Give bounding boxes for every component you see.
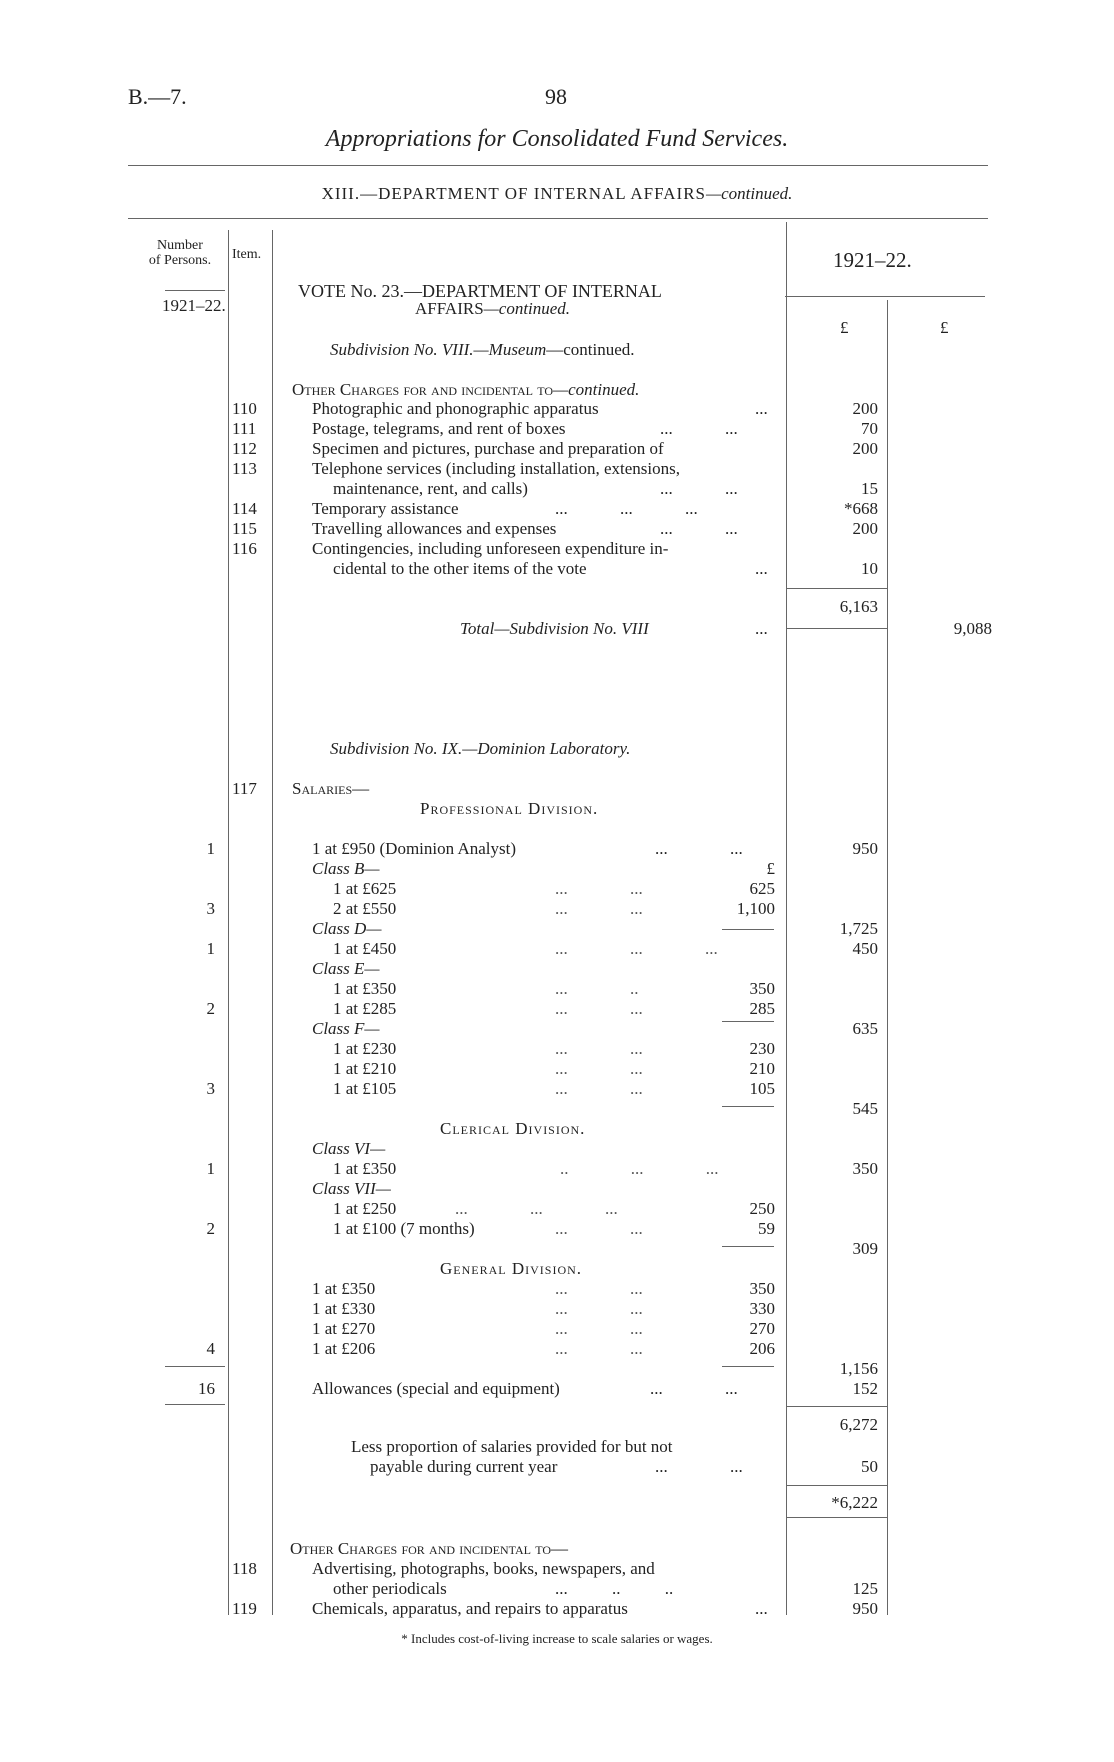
item-text: Advertising, photographs, books, newspapers, and: [312, 1559, 655, 1578]
salary-inner-amount: 250: [749, 1199, 775, 1218]
item-amount: 200: [852, 519, 878, 538]
page-number: 98: [545, 84, 567, 109]
dots: ...: [755, 559, 768, 578]
dots: ... .. ..: [555, 1579, 674, 1598]
class-b-total: 1,725: [839, 919, 878, 938]
class-e-heading: Class E—: [312, 959, 380, 978]
allowances-line: Allowances (special and equipment): [312, 1379, 560, 1398]
item-amount: 10: [861, 559, 878, 578]
dots: ... ...: [555, 1319, 643, 1338]
salary-inner-amount: 350: [749, 1279, 775, 1298]
document-ref: B.—7.: [128, 84, 187, 109]
less-line: Less proportion of salaries provided for but not: [351, 1437, 673, 1456]
pound-symbol-1: £: [840, 318, 849, 337]
item-amount: 950: [852, 1599, 878, 1618]
vote-title-line2: AFFAIRS—continued.: [415, 299, 571, 318]
item-header: Item.: [232, 247, 262, 262]
salary-inner-amount: 230: [749, 1039, 775, 1058]
dots: ... ...: [555, 1059, 643, 1078]
net-total-rule: [786, 1485, 887, 1486]
class-d-heading: Class D—: [312, 919, 382, 938]
less-amount: 50: [861, 1457, 878, 1476]
col-rule-persons: [228, 230, 229, 1615]
subdivision-8-total: 9,088: [953, 619, 992, 638]
item-number: 116: [232, 539, 257, 558]
salary-line: 1 at £250: [333, 1199, 397, 1218]
pound-symbol-2: £: [940, 318, 949, 337]
persons-header-rule: [165, 290, 225, 291]
item-amount: 15: [861, 479, 878, 498]
item-number: 115: [232, 519, 257, 538]
dots: ... ...: [655, 839, 743, 858]
item-text: Temporary assistance: [312, 499, 459, 518]
dots: ... ...: [660, 519, 738, 538]
dots: ... ...: [555, 1039, 643, 1058]
item-text: Photographic and phonographic apparatus: [312, 399, 599, 418]
class-e-total: 635: [852, 1019, 878, 1038]
table-top-rule: [128, 218, 988, 219]
col-rule-amount: [887, 300, 888, 1615]
salary-amount: 450: [852, 939, 878, 958]
department-heading: XIII.—DEPARTMENT OF INTERNAL AFFAIRS—continued.: [321, 184, 793, 203]
salary-inner-amount: 1,100: [736, 899, 775, 918]
persons-count: 1: [206, 839, 215, 858]
persons-count: 2: [206, 999, 215, 1018]
salary-inner-amount: 210: [749, 1059, 775, 1078]
item-number: 119: [232, 1599, 257, 1618]
salary-line: 1 at £285: [333, 999, 397, 1018]
item-text-cont: other periodicals: [333, 1579, 447, 1598]
salary-inner-amount: 625: [749, 879, 775, 898]
salary-inner-amount: 330: [749, 1299, 775, 1318]
subdivision-8-title: Subdivision No. VIII.—Museum—continued.: [330, 340, 635, 359]
item-text-cont: maintenance, rent, and calls): [333, 479, 528, 498]
subtotal-rule-2: [786, 628, 887, 629]
persons-total: 16: [198, 1379, 215, 1398]
inner-total-rule: [722, 929, 774, 930]
salaries-gross-total: 6,272: [839, 1415, 878, 1434]
inner-total-rule: [722, 1246, 774, 1247]
class-vii-total: 309: [852, 1239, 878, 1258]
salary-inner-amount: 59: [758, 1219, 775, 1238]
item-amount: 70: [861, 419, 878, 438]
dots: ...: [755, 619, 768, 638]
clerical-division-heading: Clerical Division.: [440, 1119, 586, 1138]
salary-line: 1 at £350: [333, 1159, 397, 1178]
subdivision-8-total-label: Total—Subdivision No. VIII: [460, 619, 649, 638]
salary-line: 1 at £210: [333, 1059, 397, 1078]
salary-line: 1 at £270: [312, 1319, 376, 1338]
item-number: 111: [232, 419, 257, 438]
item-text: Specimen and pictures, purchase and preparation of: [312, 439, 664, 458]
persons-count: 1: [206, 1159, 215, 1178]
salary-line: 1 at £350: [312, 1279, 376, 1298]
salary-line: 1 at £625: [333, 879, 397, 898]
item-text: Postage, telegrams, and rent of boxes: [312, 419, 566, 438]
dots: ... ...: [555, 879, 643, 898]
dots: ... ... ...: [555, 499, 698, 518]
salary-line: 1 at £450: [333, 939, 397, 958]
persons-count: 1: [206, 939, 215, 958]
salary-inner-amount: 350: [749, 979, 775, 998]
persons-count: 3: [206, 899, 215, 918]
salary-line: 1 at £950 (Dominion Analyst): [312, 839, 516, 858]
salary-line: 2 at £550: [333, 899, 397, 918]
item-amount: 200: [852, 439, 878, 458]
persons-count: 2: [206, 1219, 215, 1238]
other-charges-heading: Other Charges for and incidental to—continued.: [292, 380, 640, 399]
general-division-heading: General Division.: [440, 1259, 583, 1278]
class-f-heading: Class F—: [312, 1019, 380, 1038]
subdivision-8-subtotal: 6,163: [839, 597, 878, 616]
item-number: 113: [232, 459, 257, 478]
dots: ... ...: [555, 1339, 643, 1358]
item-text-cont: cidental to the other items of the vote: [333, 559, 587, 578]
salaries-total-rule: [786, 1406, 887, 1407]
salaries-net-total: *6,222: [831, 1493, 878, 1512]
other-charges-heading-9: Other Charges for and incidental to—: [290, 1539, 569, 1558]
year-header: 1921–22.: [833, 248, 912, 272]
item-number: 117: [232, 779, 257, 798]
persons-count: 4: [206, 1339, 215, 1358]
footnote: * Includes cost-of-living increase to scale salaries or wages.: [401, 1631, 713, 1646]
persons-total-rule: [165, 1404, 225, 1405]
persons-count: 3: [206, 1079, 215, 1098]
year-header-rule: [785, 296, 985, 297]
dots: ... ..: [555, 979, 639, 998]
item-number: 112: [232, 439, 257, 458]
persons-header: Number of Persons.: [148, 238, 212, 268]
salary-line: 1 at £330: [312, 1299, 376, 1318]
page-title: Appropriations for Consolidated Fund Services.: [325, 126, 789, 152]
dots: ... ...: [660, 419, 738, 438]
dots: ... ...: [555, 1219, 643, 1238]
salary-line: 1 at £206: [312, 1339, 376, 1358]
item-number: 110: [232, 399, 257, 418]
dots: ... ...: [555, 1299, 643, 1318]
net-total-rule-2: [786, 1517, 887, 1518]
item-number: 114: [232, 499, 257, 518]
salaries-heading: Salaries—: [292, 779, 370, 798]
dots: ... ... ...: [455, 1199, 618, 1218]
dots: ... ...: [650, 1379, 738, 1398]
item-amount: *668: [844, 499, 878, 518]
salary-inner-amount: 270: [749, 1319, 775, 1338]
dots: ... ...: [555, 999, 643, 1018]
salary-amount: 950: [852, 839, 878, 858]
header-rule: [128, 165, 988, 166]
item-text: Chemicals, apparatus, and repairs to apparatus: [312, 1599, 628, 1618]
salary-line: 1 at £100 (7 months): [333, 1219, 475, 1238]
dots: ... ...: [655, 1457, 743, 1476]
item-amount: 125: [852, 1579, 878, 1598]
dots: ... ... ...: [555, 939, 718, 958]
salary-inner-amount: 285: [749, 999, 775, 1018]
salary-line: 1 at £350: [333, 979, 397, 998]
salary-line: 1 at £105: [333, 1079, 397, 1098]
salary-inner-amount: 105: [749, 1079, 775, 1098]
class-b-heading: Class B—: [312, 859, 380, 878]
dots: ... ...: [555, 1079, 643, 1098]
dots: .. ... ...: [560, 1159, 719, 1178]
allowances-amount: 152: [852, 1379, 878, 1398]
item-text: Telephone services (including installation, extensions,: [312, 459, 680, 478]
inner-total-rule: [722, 1106, 774, 1107]
salary-line: 1 at £230: [333, 1039, 397, 1058]
class-vii-heading: Class VII—: [312, 1179, 391, 1198]
professional-division-heading: Professional Division.: [420, 799, 599, 818]
salary-amount: 350: [852, 1159, 878, 1178]
item-number: 118: [232, 1559, 257, 1578]
subtotal-rule: [786, 588, 887, 589]
dots: ... ...: [660, 479, 738, 498]
inner-total-rule: [722, 1366, 774, 1367]
general-division-total: 1,156: [839, 1359, 878, 1378]
inner-total-rule: [722, 1021, 774, 1022]
vote-title: VOTE No. 23.—DEPARTMENT OF INTERNAL: [298, 281, 662, 301]
item-text: Travelling allowances and expenses: [312, 519, 557, 538]
subdivision-9-title: Subdivision No. IX.—Dominion Laboratory.: [330, 739, 631, 758]
dots: ...: [755, 399, 768, 418]
class-vi-heading: Class VI—: [312, 1139, 386, 1158]
pound-symbol-inner: £: [766, 859, 775, 878]
dots: ... ...: [555, 1279, 643, 1298]
less-line-cont: payable during current year: [370, 1457, 558, 1476]
col-rule-item: [272, 230, 273, 1615]
class-f-total: 545: [852, 1099, 878, 1118]
dots: ...: [755, 1599, 768, 1618]
salary-inner-amount: 206: [749, 1339, 775, 1358]
persons-year: 1921–22.: [162, 296, 226, 315]
persons-total-rule: [165, 1366, 225, 1367]
dots: ... ...: [555, 899, 643, 918]
item-text: Contingencies, including unforeseen expenditure in-: [312, 539, 669, 558]
item-amount: 200: [852, 399, 878, 418]
